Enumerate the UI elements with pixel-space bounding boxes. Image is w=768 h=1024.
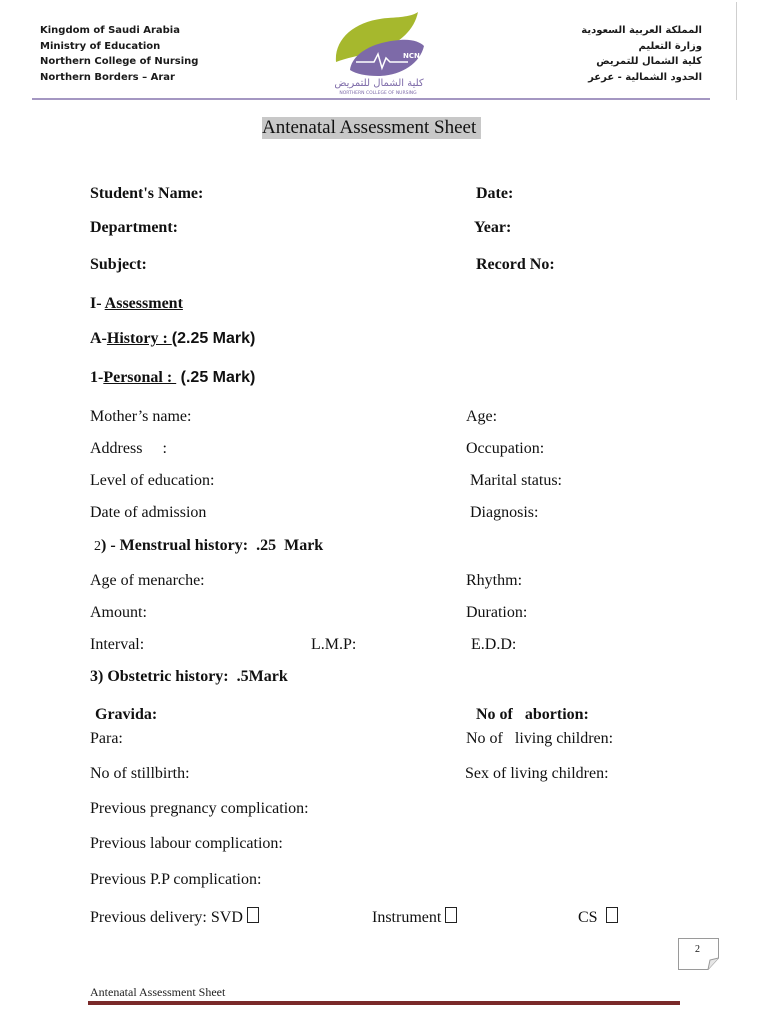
assessment-prefix: I- (90, 295, 105, 312)
history-heading (90, 330, 255, 348)
history-mark: (2.25 Mark) (171, 330, 256, 347)
labour-complication-label: Previous labour complication: (90, 835, 283, 852)
history-title: History : (106, 330, 172, 347)
header-divider (32, 98, 710, 100)
header-ar-line-3: كلية الشمال للتمريض (596, 56, 702, 67)
svd-checkbox[interactable] (247, 907, 259, 923)
education-label: Level of education: (90, 472, 215, 489)
pregnancy-complication-label: Previous pregnancy complication: (90, 800, 309, 817)
duration-label: Duration: (466, 604, 528, 621)
header-arabic-block (560, 23, 702, 85)
amount-label: Amount: (90, 604, 147, 621)
menstrual-number: 2 (94, 539, 101, 554)
living-children-label: No of living children: (466, 730, 614, 747)
personal-mark: (.25 Mark) (176, 369, 256, 386)
age-label: Age: (466, 408, 498, 425)
header-ar-line-1: المملكة العربية السعودية (581, 25, 702, 36)
lmp-label: L.M.P: (311, 636, 357, 653)
student-name-label: Student's Name: (90, 185, 204, 202)
header-en-line-1: Kingdom of Saudi Arabia (40, 25, 180, 36)
subject-label: Subject: (90, 256, 147, 273)
logo-abbreviation: NCN (403, 52, 420, 60)
header-ar-line-2: وزارة التعليم (638, 40, 702, 52)
header-en-line-4: Northern Borders – Arar (40, 71, 175, 83)
previous-delivery-svd-label: Previous delivery: SVD (90, 909, 243, 926)
personal-prefix: 1- (90, 369, 104, 386)
logo-arabic-name: كلية الشمال للتمريض (334, 78, 424, 89)
abortion-label: No of abortion: (476, 706, 589, 723)
footer-divider (88, 1001, 680, 1005)
delivery-svd-option (90, 907, 259, 927)
stillbirth-label: No of stillbirth: (90, 765, 190, 782)
admission-date-label: Date of admission (90, 504, 207, 521)
sex-children-label: Sex of living children: (465, 765, 609, 782)
diagnosis-label: Diagnosis: (470, 504, 539, 521)
personal-title: Personal : (103, 369, 177, 386)
page-number-box (678, 938, 718, 968)
delivery-cs-option (578, 907, 618, 927)
address-label: Address : (90, 440, 167, 457)
cs-label: CS (578, 909, 598, 926)
header-en-line-2: Ministry of Education (40, 40, 161, 52)
marital-status-label: Marital status: (470, 472, 562, 489)
instrument-label: Instrument (372, 909, 442, 926)
instrument-checkbox[interactable] (445, 907, 457, 923)
pp-complication-label: Previous P.P complication: (90, 871, 262, 888)
gravida-label: Gravida: (95, 706, 158, 723)
assessment-heading (90, 295, 183, 313)
menstrual-heading (94, 537, 323, 555)
rhythm-label: Rhythm: (466, 572, 523, 589)
edd-label: E.D.D: (471, 636, 517, 653)
cs-checkbox[interactable] (606, 907, 618, 923)
college-logo (316, 10, 440, 98)
menstrual-title: ) - Menstrual history: .25 Mark (101, 537, 324, 554)
mother-name-label: Mother’s name: (90, 408, 192, 425)
occupation-label: Occupation: (466, 440, 545, 457)
document-title: Antenatal Assessment Sheet (262, 117, 481, 139)
header-edge-line (736, 2, 737, 100)
header-ar-line-4: الحدود الشمالية - عرعر (588, 71, 702, 83)
interval-label: Interval: (90, 636, 145, 653)
header-en-line-3: Northern College of Nursing (40, 56, 199, 67)
department-label: Department: (90, 219, 178, 236)
page-number: 2 (695, 944, 700, 955)
footer-title: Antenatal Assessment Sheet (90, 985, 226, 999)
history-prefix: A- (90, 330, 107, 347)
delivery-instrument-option (372, 907, 457, 927)
date-label: Date: (476, 185, 514, 202)
year-label: Year: (474, 219, 512, 236)
assessment-title: Assessment (104, 295, 183, 312)
record-number-label: Record No: (476, 256, 555, 273)
personal-heading (90, 369, 255, 387)
obstetric-heading: 3) Obstetric history: .5Mark (90, 668, 288, 685)
logo-english-name: NORTHERN COLLEGE OF NURSING (339, 91, 417, 96)
para-label: Para: (90, 730, 123, 747)
header-english-block (40, 23, 198, 85)
menarche-label: Age of menarche: (90, 572, 205, 589)
